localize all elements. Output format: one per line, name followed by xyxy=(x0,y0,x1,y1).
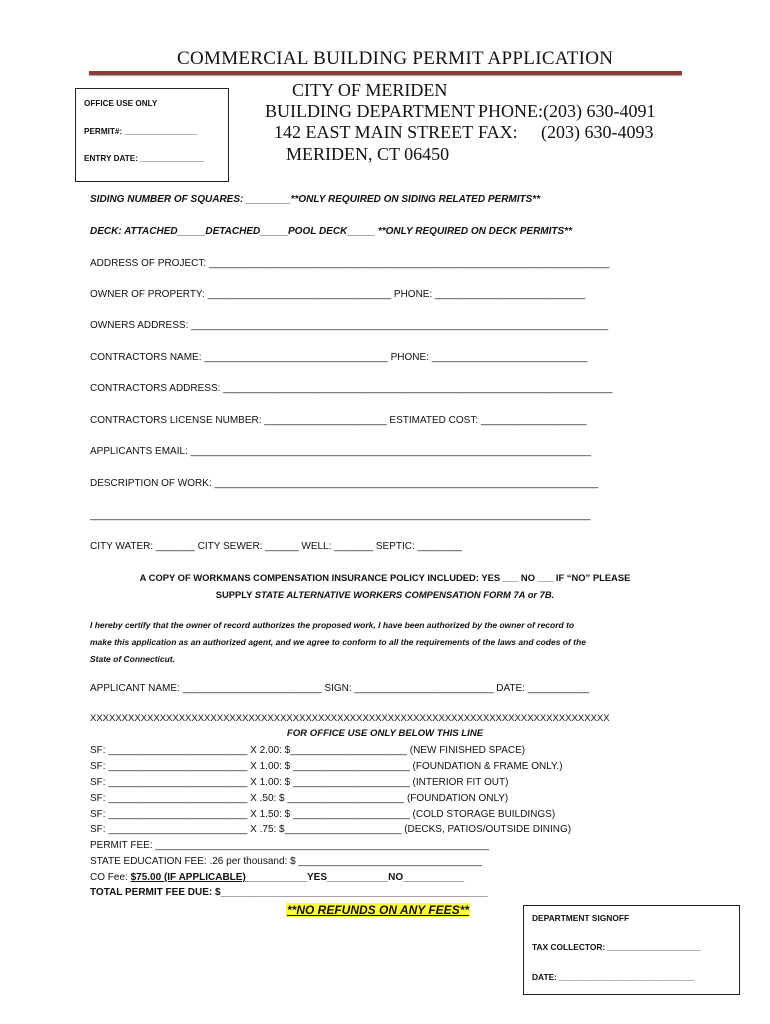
state-education-fee-field[interactable]: STATE EDUCATION FEE: .26 per thousand: $ _________________________________ xyxy=(90,856,482,867)
office-use-heading: OFFICE USE ONLY xyxy=(84,99,158,108)
certify-line-3: State of Connecticut. xyxy=(90,654,176,664)
fee-row-cold-storage[interactable]: SF: _________________________ X 1.50: $ _____________________ (COLD STORAGE BUILDINGS) xyxy=(90,809,556,820)
co-fee-field[interactable] xyxy=(90,872,464,883)
contractor-address-field[interactable]: CONTRACTORS ADDRESS: ______________________________________________________________________ xyxy=(90,383,613,394)
fee-row-new-finished[interactable]: SF: _________________________ X 2.00: $_____________________ (NEW FINISHED SPACE) xyxy=(90,745,526,756)
permit-fee-field[interactable]: PERMIT FEE: ____________________________________________________________ xyxy=(90,840,490,851)
header-city: CITY OF MERIDEN xyxy=(292,80,448,100)
deck-type-field[interactable]: DECK: ATTACHED_____DETACHED_____POOL DECK_____ **ONLY REQUIRED ON DECK PERMITS** xyxy=(90,226,572,237)
work-description-field[interactable]: DESCRIPTION OF WORK: _____________________________________________________________________ xyxy=(90,478,599,489)
co-fee-options[interactable]: ___________YES___________NO___________ xyxy=(245,872,465,883)
utilities-field[interactable]: CITY WATER: _______ CITY SEWER: ______ WELL: _______ SEPTIC: ________ xyxy=(90,541,463,552)
insurance-supply-text: SUPPLY xyxy=(215,589,255,600)
phone-label: PHONE: xyxy=(478,101,544,121)
signoff-date-field[interactable]: DATE: _____________________________ xyxy=(532,972,695,982)
header-street: 142 EAST MAIN STREET xyxy=(274,122,474,142)
tax-collector-field[interactable]: TAX COLLECTOR: ____________________ xyxy=(532,942,701,952)
total-fee-field[interactable]: TOTAL PERMIT FEE DUE: $________________________________________________ xyxy=(90,887,488,898)
fee-row-decks-patios[interactable]: SF: _________________________ X .75: $_____________________ (DECKS, PATIOS/OUTSIDE DINING) xyxy=(90,824,572,835)
insurance-notice-line2 xyxy=(0,589,770,600)
insurance-form-name: STATE ALTERNATIVE WORKERS COMPENSATION FORM 7A or 7B. xyxy=(254,589,555,600)
fee-row-interior-fit-out[interactable]: SF: _________________________ X 1.00: $ _____________________ (INTERIOR FIT OUT) xyxy=(90,777,509,788)
permit-number-field: PERMIT#: ________________ xyxy=(84,127,198,136)
signoff-heading: DEPARTMENT SIGNOFF xyxy=(532,913,630,923)
office-separator: XXXXXXXXXXXXXXXXXXXXXXXXXXXXXXXXXXXXXXXXXXXXXXXXXXXXXXXXXXXXXXXXXXXXXXXXXXXXXXXXXX xyxy=(90,713,610,724)
fax-label: FAX: xyxy=(478,122,518,142)
applicant-signature-field[interactable]: APPLICANT NAME: _________________________ SIGN: _________________________ DATE: ___________ xyxy=(90,683,589,694)
fee-row-foundation-only[interactable]: SF: _________________________ X .50: $ _____________________ (FOUNDATION ONLY) xyxy=(90,793,509,804)
form-title: COMMERCIAL BUILDING PERMIT APPLICATION xyxy=(177,48,614,69)
applicant-email-field[interactable]: APPLICANTS EMAIL: ________________________________________________________________________ xyxy=(90,446,592,457)
certify-line-2: make this application as an authorized agent, and we agree to conform to all the requirements of the laws and codes of the xyxy=(90,637,586,647)
co-fee-amount: $75.00 (IF APPLICABLE) xyxy=(130,872,246,883)
department-signoff-box xyxy=(523,905,740,995)
header-department: BUILDING DEPARTMENT xyxy=(265,101,475,121)
insurance-notice-line1: A COPY OF WORKMANS COMPENSATION INSURANCE POLICY INCLUDED: YES ___ NO ___ IF “NO” PLEASE xyxy=(139,572,631,583)
owner-property-field[interactable]: OWNER OF PROPERTY: _________________________________ PHONE: ___________________________ xyxy=(90,289,586,300)
phone-number: (203) 630-4091 xyxy=(543,101,656,121)
title-rule xyxy=(89,71,682,75)
office-use-below-heading: FOR OFFICE USE ONLY BELOW THIS LINE xyxy=(286,728,484,739)
siding-squares-field[interactable]: SIDING NUMBER OF SQUARES: ________**ONLY REQUIRED ON SIDING RELATED PERMITS** xyxy=(90,194,541,205)
owners-address-field[interactable]: OWNERS ADDRESS: ___________________________________________________________________________ xyxy=(90,320,609,331)
entry-date-field: ENTRY DATE: ______________ xyxy=(84,154,205,163)
fee-row-foundation-frame[interactable]: SF: _________________________ X 1.00: $ _____________________ (FOUNDATION & FRAME ONLY.) xyxy=(90,761,563,772)
project-address-field[interactable]: ADDRESS OF PROJECT: ________________________________________________________________________ xyxy=(90,258,610,269)
co-fee-label: CO Fee: xyxy=(90,872,131,883)
no-refunds-notice: **NO REFUNDS ON ANY FEES** xyxy=(287,903,470,917)
contractor-license-field[interactable]: CONTRACTORS LICENSE NUMBER: ______________________ ESTIMATED COST: ___________________ xyxy=(90,415,587,426)
header-city-state: MERIDEN, CT 06450 xyxy=(286,144,450,164)
contractor-name-field[interactable]: CONTRACTORS NAME: _________________________________ PHONE: ____________________________ xyxy=(90,352,588,363)
fax-number: (203) 630-4093 xyxy=(541,122,654,142)
work-description-continued[interactable]: __________________________________________________________________________________________ xyxy=(90,510,591,521)
office-use-box xyxy=(75,88,229,182)
certify-line-1: I hereby certify that the owner of record authorizes the proposed work, I have been authorized by the owner of record to xyxy=(90,620,575,630)
